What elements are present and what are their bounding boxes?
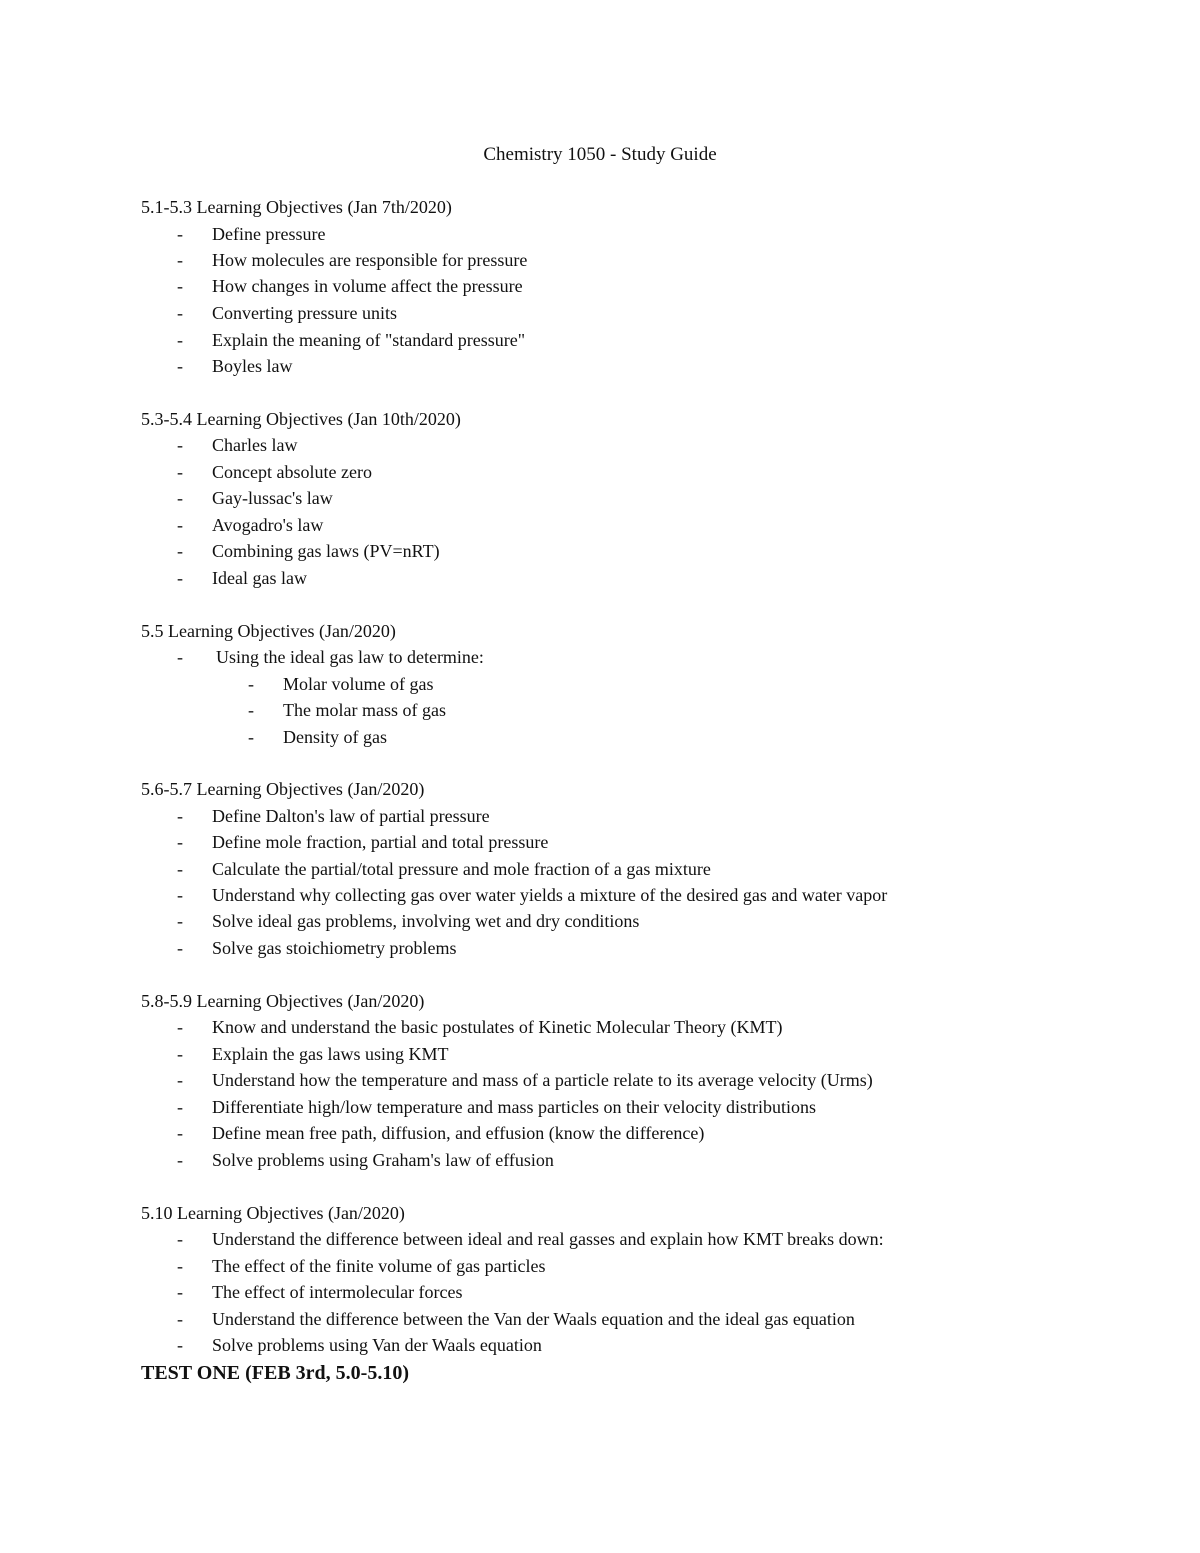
list-item: Explain the gas laws using KMT: [212, 1044, 449, 1064]
bullet-dash: -: [177, 330, 183, 350]
sub-bullet-dash: -: [248, 674, 254, 694]
section-heading: 5.5 Learning Objectives (Jan/2020): [141, 621, 396, 641]
list-item: Define mean free path, diffusion, and effusion (know the difference): [212, 1123, 705, 1143]
list-item: Solve problems using Graham's law of effusion: [212, 1150, 554, 1170]
section-heading: 5.3-5.4 Learning Objectives (Jan 10th/2020): [141, 409, 461, 429]
list-item: How changes in volume affect the pressure: [212, 276, 523, 296]
bullet-dash: -: [177, 1123, 183, 1143]
sub-bullet-dash: -: [248, 700, 254, 720]
bullet-dash: -: [177, 224, 183, 244]
list-item: Solve ideal gas problems, involving wet and dry conditions: [212, 911, 640, 931]
bullet-dash: -: [177, 647, 183, 667]
bullet-dash: -: [177, 1229, 183, 1249]
list-item: Define Dalton's law of partial pressure: [212, 806, 490, 826]
list-item: Concept absolute zero: [212, 462, 372, 482]
bullet-dash: -: [177, 859, 183, 879]
list-item: Calculate the partial/total pressure and mole fraction of a gas mixture: [212, 859, 711, 879]
bullet-dash: -: [177, 806, 183, 826]
list-item: Understand the difference between ideal and real gasses and explain how KMT breaks down:: [212, 1229, 884, 1249]
sub-list-item: Molar volume of gas: [283, 674, 434, 694]
bullet-dash: -: [177, 1070, 183, 1090]
section-heading: 5.10 Learning Objectives (Jan/2020): [141, 1203, 405, 1223]
bullet-dash: -: [177, 303, 183, 323]
test-date-heading: TEST ONE (FEB 3rd, 5.0-5.10): [141, 1362, 409, 1384]
bullet-dash: -: [177, 1335, 183, 1355]
list-item: Solve problems using Van der Waals equation: [212, 1335, 542, 1355]
list-item: Understand why collecting gas over water yields a mixture of the desired gas and water vapor: [212, 885, 888, 905]
bullet-dash: -: [177, 832, 183, 852]
list-item: The effect of the finite volume of gas particles: [212, 1256, 546, 1276]
bullet-dash: -: [177, 1309, 183, 1329]
bullet-dash: -: [177, 488, 183, 508]
section-heading: 5.6-5.7 Learning Objectives (Jan/2020): [141, 779, 425, 799]
bullet-dash: -: [177, 568, 183, 588]
list-item: How molecules are responsible for pressure: [212, 250, 528, 270]
list-item: The effect of intermolecular forces: [212, 1282, 463, 1302]
bullet-dash: -: [177, 885, 183, 905]
bullet-dash: -: [177, 250, 183, 270]
bullet-dash: -: [177, 1044, 183, 1064]
list-item: Explain the meaning of "standard pressure": [212, 330, 526, 350]
list-item: Combining gas laws (PV=nRT): [212, 541, 440, 561]
list-item: Ideal gas law: [212, 568, 307, 588]
bullet-dash: -: [177, 462, 183, 482]
list-item: Understand how the temperature and mass of a particle relate to its average velocity (Urms): [212, 1070, 873, 1090]
bullet-dash: -: [177, 276, 183, 296]
bullet-dash: -: [177, 1017, 183, 1037]
bullet-dash: -: [177, 541, 183, 561]
sub-list-item: Density of gas: [283, 727, 387, 747]
list-item: Charles law: [212, 435, 298, 455]
list-item: Solve gas stoichiometry problems: [212, 938, 457, 958]
bullet-dash: -: [177, 356, 183, 376]
list-item: Avogadro's law: [212, 515, 324, 535]
bullet-dash: -: [177, 1097, 183, 1117]
bullet-dash: -: [177, 911, 183, 931]
section-heading: 5.8-5.9 Learning Objectives (Jan/2020): [141, 991, 425, 1011]
bullet-dash: -: [177, 1256, 183, 1276]
list-item: Using the ideal gas law to determine:: [216, 647, 484, 667]
bullet-dash: -: [177, 515, 183, 535]
bullet-dash: -: [177, 938, 183, 958]
list-item: Boyles law: [212, 356, 293, 376]
list-item: Converting pressure units: [212, 303, 397, 323]
section-heading: 5.1-5.3 Learning Objectives (Jan 7th/2020): [141, 197, 452, 217]
sub-list-item: The molar mass of gas: [283, 700, 446, 720]
list-item: Understand the difference between the Van der Waals equation and the ideal gas equation: [212, 1309, 855, 1329]
bullet-dash: -: [177, 1150, 183, 1170]
list-item: Define pressure: [212, 224, 326, 244]
list-item: Define mole fraction, partial and total pressure: [212, 832, 549, 852]
list-item: Gay-lussac's law: [212, 488, 333, 508]
bullet-dash: -: [177, 1282, 183, 1302]
sub-bullet-dash: -: [248, 727, 254, 747]
bullet-dash: -: [177, 435, 183, 455]
list-item: Know and understand the basic postulates of Kinetic Molecular Theory (KMT): [212, 1017, 783, 1037]
page-title: Chemistry 1050 - Study Guide: [483, 144, 717, 165]
list-item: Differentiate high/low temperature and mass particles on their velocity distributions: [212, 1097, 817, 1117]
